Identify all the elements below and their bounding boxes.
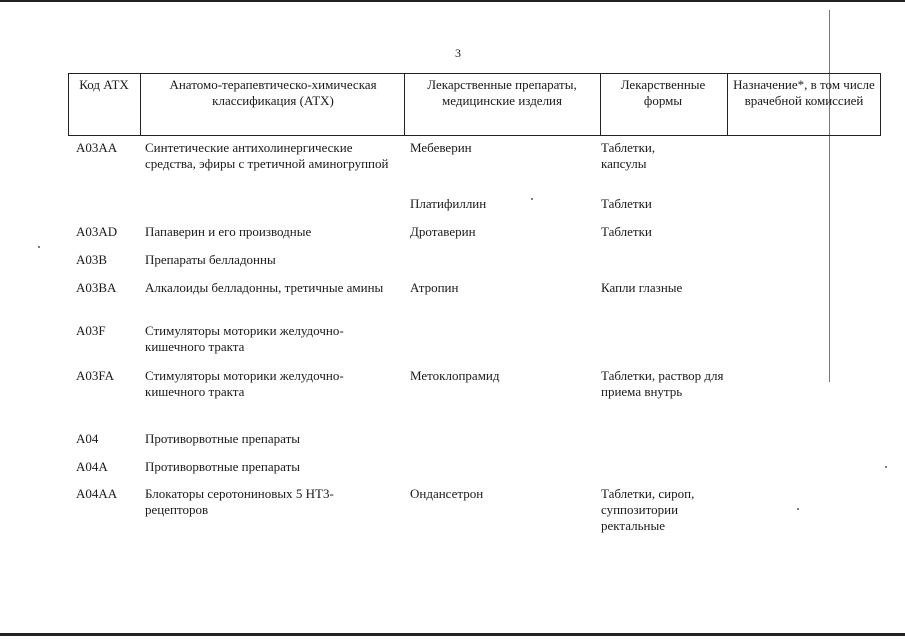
page-number: 3 (455, 46, 461, 60)
header-divider (727, 74, 728, 135)
row-form: Таблетки, раствор для приема внутрь (601, 368, 724, 399)
row-code: A03F (76, 323, 106, 338)
row-drug: Мебеверин (410, 140, 472, 155)
row-classification: Стимуляторы моторики желудочно-кишечного тракта (145, 323, 344, 354)
row-classification: Противорвотные препараты (145, 431, 300, 446)
row-classification: Алкалоиды белладонны, третичные амины (145, 280, 384, 295)
row-code: A03B (76, 252, 108, 267)
bottom-scan-rule (0, 633, 905, 636)
row-drug: Метоклопрамид (410, 368, 500, 383)
header-divider (140, 74, 141, 135)
row-drug: Ондансетрон (410, 486, 484, 501)
header-divider (600, 74, 601, 135)
scan-speck (885, 466, 887, 468)
row-classification: Папаверин и его производные (145, 224, 312, 239)
header-classification: Анатомо-терапевтическо-химическая классификация (АТХ) (169, 77, 377, 108)
header-code: Код АТХ (79, 77, 129, 92)
row-code: A03FA (76, 368, 115, 383)
row-form: Таблетки (601, 224, 652, 239)
row-form: Капли глазные (601, 280, 683, 295)
header-forms: Лекарственные формы (620, 77, 706, 108)
header-purpose: Назначение*, в том числе врачебной комиссией (733, 77, 875, 108)
scan-speck (797, 508, 799, 510)
row-form: Таблетки, капсулы (601, 140, 656, 171)
scan-speck (38, 246, 40, 248)
row-code: A04AA (76, 486, 118, 501)
row-code: A03BA (76, 280, 117, 295)
row-classification: Блокаторы серотониновых 5 НТ3-рецепторов (145, 486, 334, 517)
row-classification: Стимуляторы моторики желудочно-кишечного тракта (145, 368, 344, 399)
row-classification: Синтетические антихолинергические средства, эфиры с третичной аминогруппой (145, 140, 389, 171)
header-divider (404, 74, 405, 135)
row-code: A03AD (76, 224, 118, 239)
header-drugs: Лекарственные препараты, медицинские изделия (427, 77, 577, 108)
row-drug: Платифиллин (410, 196, 487, 211)
row-code: A03AA (76, 140, 118, 155)
row-form: Таблетки, сироп, суппозитории ректальные (601, 486, 695, 533)
row-form: Таблетки (601, 196, 652, 211)
top-scan-rule (0, 0, 905, 2)
row-classification: Препараты белладонны (145, 252, 276, 267)
row-drug: Атропин (410, 280, 459, 295)
scan-margin-line (829, 10, 830, 382)
table-header (68, 73, 881, 136)
row-classification: Противорвотные препараты (145, 459, 300, 474)
row-drug: Дротаверин (410, 224, 476, 239)
row-code: A04 (76, 431, 99, 446)
row-code: A04A (76, 459, 108, 474)
